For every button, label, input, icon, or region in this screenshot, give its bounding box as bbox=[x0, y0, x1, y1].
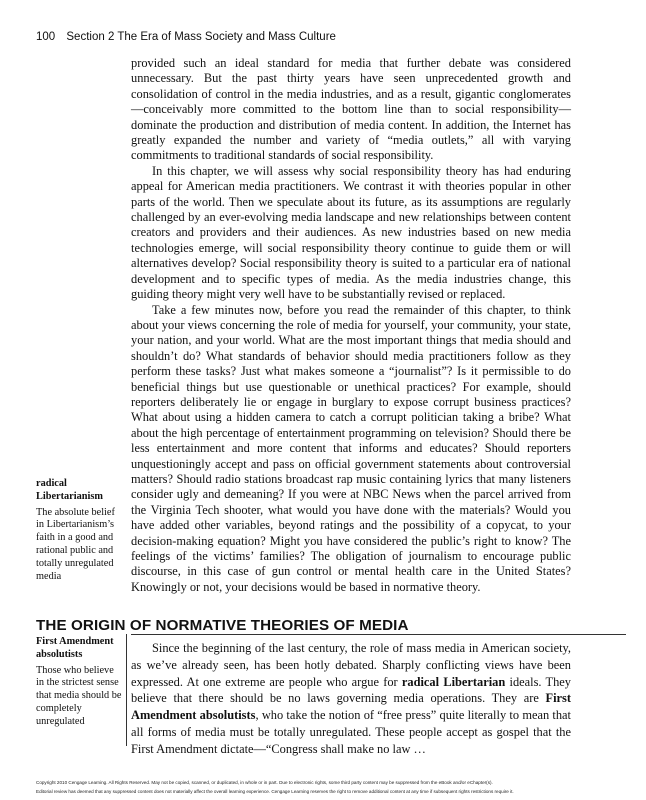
glossary-term: radical Libertarianism bbox=[36, 478, 103, 502]
paragraph bbox=[131, 640, 571, 758]
key-term-first-amendment-absolutists: First Amendment absolutists bbox=[131, 691, 571, 723]
page-number: 100 bbox=[36, 31, 56, 43]
lower-body-text bbox=[131, 640, 571, 758]
section-heading: THE ORIGIN OF NORMATIVE THEORIES OF MEDIA bbox=[36, 617, 409, 634]
paragraph: Take a few minutes now, before you read the remainder of this chapter, to think about your views concerning the role of media for yourself, your community, your state, your nation, and your world. What are the most important things that media should and shouldn’t do? What standards of behavior should media practitioners follow as they perform these tasks? Just what makes someone a “journalist”? Is it permissible to do beneficial things but use questionable or unethical practices? For example, should reporters deliberately lie or engage in burglary to expose corrupt business practices? What about using a hidden camera to catch a corrupt politician taking a bribe? What about the high percentage of entertainment programming on television? Should there be less entertainment and more content that informs and educates? Should reporters unquestioningly accept and pass on official government statements about controversial matters? Should radio stations broadcast rap music containing lyrics that many listeners consider ugly and demeaning? If you were at NBC News when the parcel arrived from the Virginia Tech shooter, what would you have done with the materials? Would you have added other variables, beyond ratings and the possibility of a copycat, to your decision-making equation? Might you have considered the public’s right to know? The feelings of the victims’ families? The obligation of journalism to encourage public discourse, in this case of gun control or mental health care in the United States? Knowingly or not, your decisions would be based in normative theory. bbox=[131, 302, 571, 594]
glossary-entry-radical-libertarianism bbox=[36, 478, 124, 583]
glossary-term: First Amendment absolutists bbox=[36, 636, 114, 660]
paragraph: provided such an ideal standard for media that further debate was considered unnecessary. But the past thirty years have seen unprecedented growth and consolidation of control in the media industries, and as a result, gigantic conglomerates—conceivably more committed to the bottom line than to social responsibility—dominate the production and distribution of media content. In addition, the Internet has greatly expanded the number and variety of “media outlets,” all with varying commitments to traditional standards of social responsibility. bbox=[131, 56, 571, 163]
section-title: Section 2 The Era of Mass Society and Mass Culture bbox=[66, 31, 336, 43]
text-run: , who take the notion of “free press” quite literally to mean that all forms of media must be totally unregulated. These people accept as gospel that the First Amendment dictate—“Congress shall make no law … bbox=[131, 708, 572, 756]
text-run: ideals. They believe that there should be no laws governing media operations. They are bbox=[131, 674, 571, 706]
glossary-definition: Those who believe in the strictest sense that media should be completely unregulated bbox=[36, 664, 122, 727]
running-header bbox=[36, 31, 336, 43]
copyright-footer bbox=[36, 778, 616, 796]
glossary-definition: The absolute belief in Libertarianism’s faith in a good and rational public and totally unregulated media bbox=[36, 506, 115, 582]
footer-line: Editorial review has deemed that any suppressed content does not materially affect the overall learning experience. Cengage Learning reserves the right to remove additional content at any time if subsequent rights restrictions require it. bbox=[36, 789, 514, 794]
heading-rule bbox=[131, 634, 626, 635]
key-term-radical-libertarian: radical Libertarian bbox=[401, 674, 506, 689]
glossary-entry-first-amendment-absolutists bbox=[36, 636, 124, 729]
margin-divider bbox=[126, 634, 127, 746]
paragraph: In this chapter, we will assess why social responsibility theory has had enduring appeal for American media practitioners. We contrast it with theories popular in other parts of the world. Then we speculate about its future, as its assumptions are regularly challenged by an ever-evolving media landscape and new relationships between content creators and providers and their audiences. As new industries based on new media technologies emerge, will social responsibility theory continue to guide them or will alternatives develop? Social responsibility theory is suited to a particular era of national development and to specific types of media. As the media industries change, this guiding theory might very well have to be substantially revised or replaced. bbox=[131, 163, 571, 302]
upper-body-text bbox=[131, 56, 571, 595]
text-run: Since the beginning of the last century, the role of mass media in American society, as we’ve already seen, has been hotly debated. Sharply conflicting views have been expressed. At one extreme are people who argue for bbox=[131, 641, 571, 689]
footer-line: Copyright 2010 Cengage Learning. All Rights Reserved. May not be copied, scanned, or duplicated, in whole or in part. Due to electronic rights, some third party content may be suppressed from the eBook and/or eChapter(s). bbox=[36, 780, 493, 785]
